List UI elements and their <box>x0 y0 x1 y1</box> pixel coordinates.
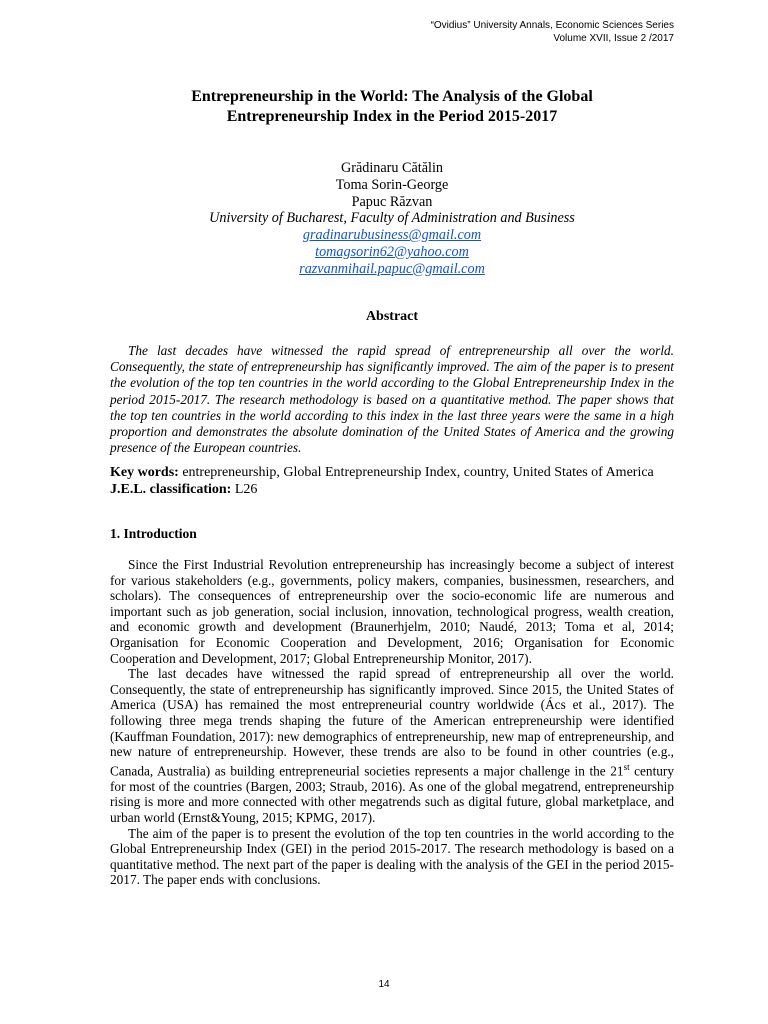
paragraph-part: The last decades have witnessed the rapid spread of entrepreneurship all over the world. Consequently, the state of entrepreneurship has significantly improved. Since 2015, the United States of America (USA) has remained the most entrepreneurial country worldwide (Ács et al., 2017). The following three mega trends shaping the future of the American entrepreneurship were identified (Kauffman Foundation, 2017): new demographics of entrepreneurship, new map of entrepreneurship, and new nature of entrepreneurship. However, these trends are also to be found in other countries (e.g., Canada, Australia) as building entrepreneurial societies represents a major challenge in the 21 <box>110 666 674 779</box>
keywords-value: entrepreneurship, Global Entrepreneurship Index, country, United States of America <box>178 465 654 480</box>
superscript: st <box>623 761 630 772</box>
title-line-1: Entrepreneurship in the World: The Analysis of the Global <box>191 88 593 105</box>
author-name: Toma Sorin-George <box>335 176 449 193</box>
email-link[interactable]: tomagsorin62@yahoo.com <box>315 243 469 260</box>
paragraph <box>110 666 674 825</box>
paper-title <box>110 87 674 127</box>
page-number: 14 <box>378 979 390 990</box>
jel-label: J.E.L. classification: <box>110 481 232 497</box>
paragraph: The aim of the paper is to present the evolution of the top ten countries in the world according to the Global Entrepreneurship Index (GEI) in the period 2015-2017. The research methodology is based on a quantitative method. The next part of the paper is dealing with the analysis of the GEI in the period 2015-2017. The paper ends with conclusions. <box>110 825 674 888</box>
email-link[interactable]: razvanmihail.papuc@gmail.com <box>299 260 485 277</box>
journal-header <box>274 19 674 45</box>
email-link[interactable]: gradinarubusiness@gmail.com <box>302 227 482 244</box>
section-body <box>110 557 674 888</box>
title-line-2: Entrepreneurship Index in the Period 2015-2017 <box>226 108 558 125</box>
author-name: Papuc Răzvan <box>351 193 433 210</box>
author-name: Grădinaru Cătălin <box>340 160 444 176</box>
paragraph: Since the First Industrial Revolution entrepreneurship has increasingly become a subject of interest for various stakeholders (e.g., governments, policy makers, companies, businessmen, researchers, and scholars). The consequences of entrepreneurship over the socio-economic life are numerous and important such as job generation, social inclusion, innovation, technological progress, wealth creation, and economic growth and development (Braunerhjelm, 2010; Naudé, 2013; Toma et al, 2014; Organisation for Economic Cooperation and Development, 2016; Organisation for Economic Cooperation and Development, 2017; Global Entrepreneurship Monitor, 2017). <box>110 557 674 666</box>
keywords-label: Key words: <box>110 465 179 480</box>
keywords-block <box>110 465 674 498</box>
abstract-text: The last decades have witnessed the rapid spread of entrepreneurship all over the world. Consequently, the state of entrepreneurship has significantly improved. The aim of the paper is to present the evolution of the top ten countries in the world according to the Global Entrepreneurship Index in the period 2015-2017. The research methodology is based on a quantitative method. The paper shows that the top ten countries in the world according to this index in the last three years were the same in a high proportion and demonstrates the absolute domination of the United States of America and the growing presence of the European countries. <box>110 343 674 456</box>
journal-name: “Ovidius” University Annals, Economic Sciences Series <box>430 20 674 31</box>
affiliation: University of Bucharest, Faculty of Administration and Business <box>209 210 575 227</box>
journal-volume: Volume XVII, Issue 2 /2017 <box>553 33 674 44</box>
author-block <box>110 160 674 278</box>
section-heading: 1. Introduction <box>110 526 197 541</box>
paragraph-part: century for most of the countries (Bargen, 2003; Straub, 2016). As one of the global megatrend, entrepreneurship rising is more and more connected with other megatrends such as digital future, global marketplace, and urban world (Ernst&Young, 2015; KPMG, 2017). <box>110 763 675 825</box>
abstract-heading: Abstract <box>365 309 419 324</box>
jel-value: L26 <box>231 481 258 497</box>
